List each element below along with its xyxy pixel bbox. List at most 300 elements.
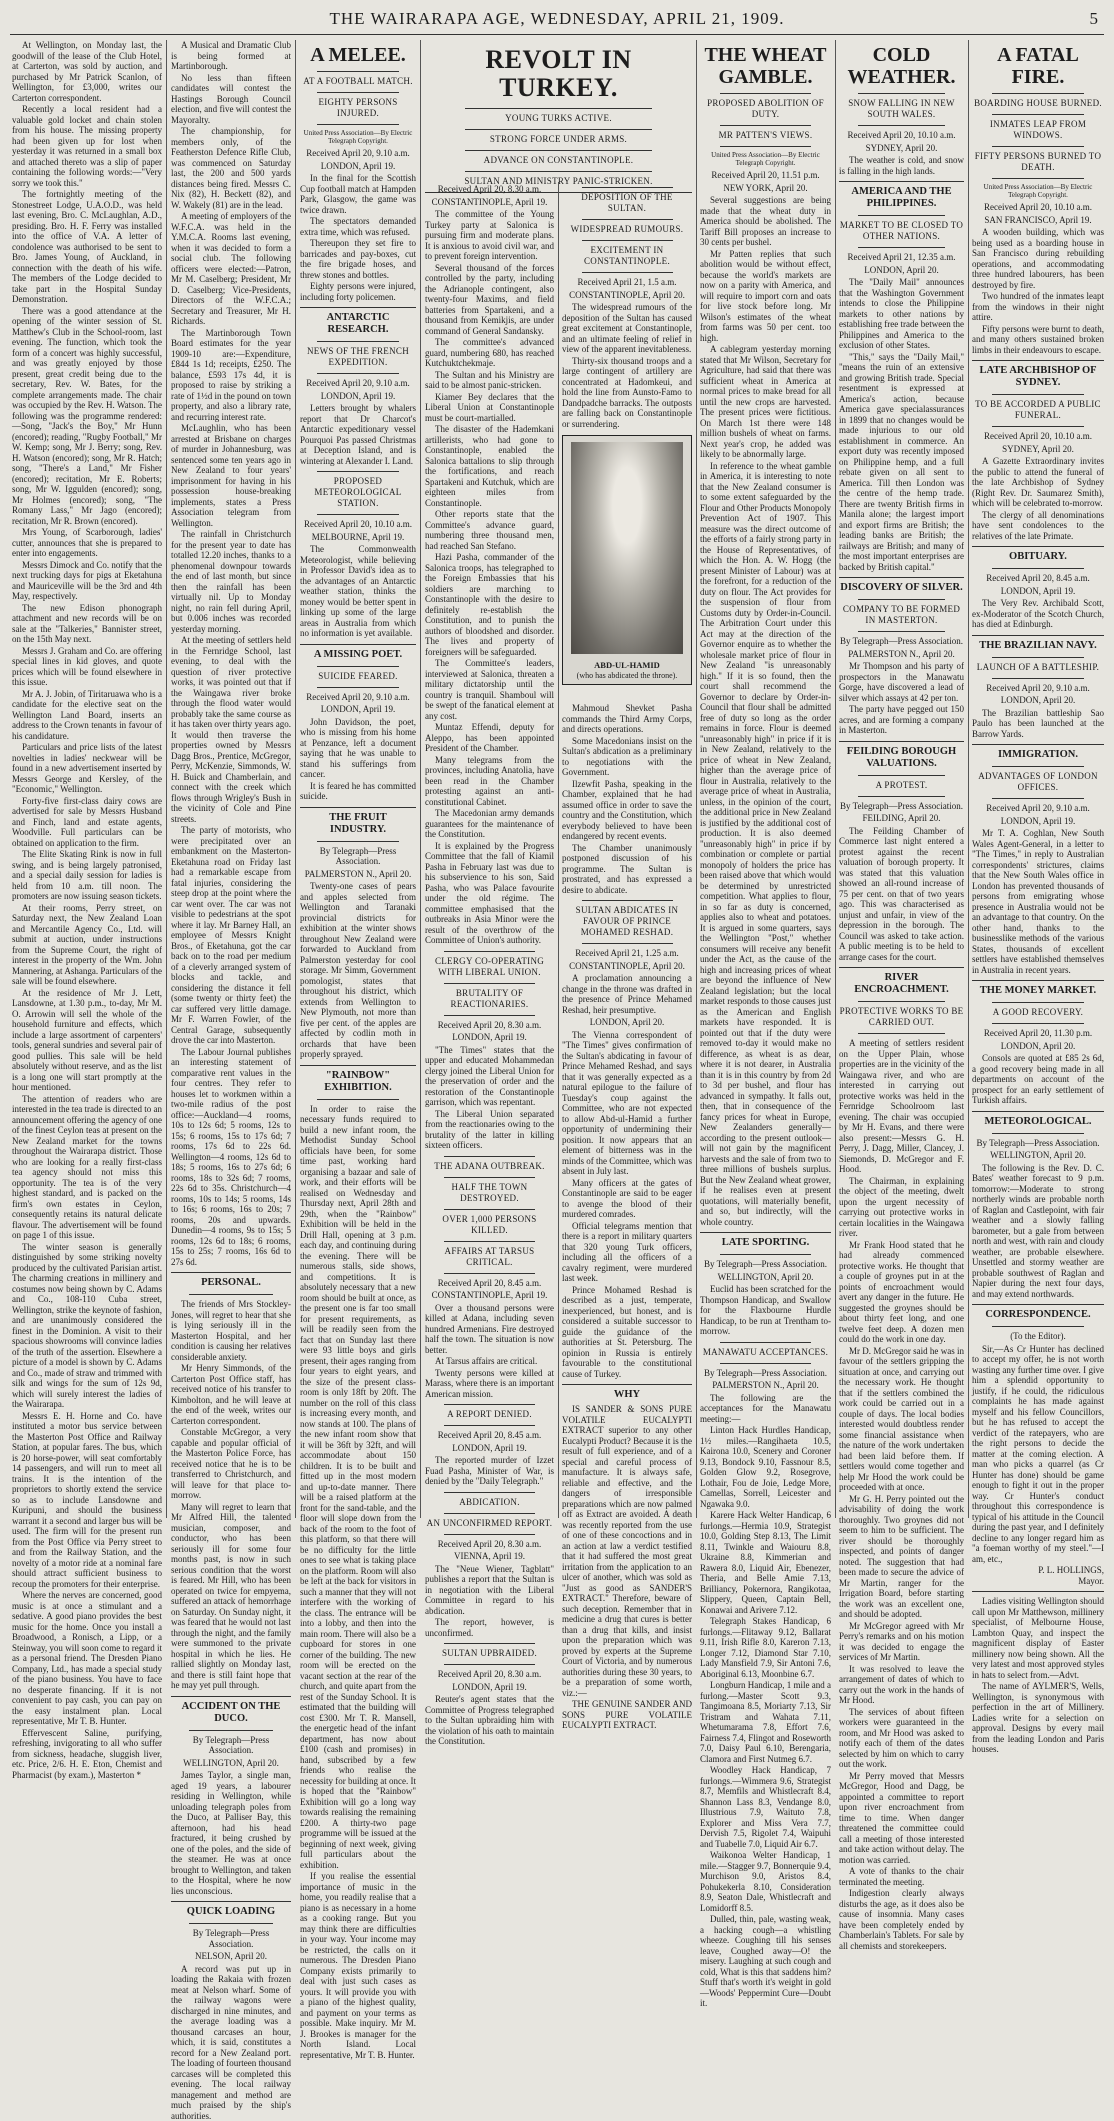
dateline: LONDON, April 20. [839,265,964,276]
paragraph: The spectators demanded extra time, which was refused. [300,216,416,237]
paragraph: The fortnightly meeting of the Stonestreet Lodge, U.A.O.D., was held last evening, Bro. C. McLaughlan, A.D., presiding. Bro. H. F. Ferry was installed into the office of V.A. A letter of condolence was authorised to be sent to Bro. James Young, of Auckland, in connection with the death of his wife. The members of the Lodge decided to take part in the Hospital Sunday Demonstration. [12,189,162,305]
paragraph: A proclamation announcing a change in the throne was drafted in the presence of Prince Mehamed Reshad, heir presumptive. [562,973,692,1015]
subhead: THE ADANA OUTBREAK. [425,1161,554,1172]
column-rule [166,40,167,1518]
column-rule [696,40,697,1518]
section-heading: THE FRUIT INDUSTRY. [300,812,416,836]
dateline: CONSTANTINOPLE, April 19. [425,1290,554,1301]
paragraph: Forty-five first-class dairy cows are advertised for sale by Messrs Husband and Finch, land and estate agents, Woodville. Full particulars can be obtained on application to the firm. [12,796,162,849]
signature: P. L. HOLLINGS, [972,1565,1104,1576]
received-line: Received April 20, 10.10 a.m. [300,519,416,530]
dateline: PALMERSTON N., April 20. [300,869,416,880]
divider [317,71,398,72]
credit-line: United Press Association—By Electric Telegraph Copyright. [972,183,1104,199]
paragraph: The Elite Skating Rink is now in full swing, and is being largely patronised, and a special daily session for ladies is held from 10 a.m. till noon. The promoters are now issuing season tickets. [12,849,162,902]
dateline: SAN FRANCISCO, April 19. [972,215,1104,226]
sultan-portrait [562,435,692,685]
received-line: Received April 20, 9.10 a.m. [300,148,416,159]
subhead: MR PATTEN'S VIEWS. [700,130,831,141]
paragraph: Ladies visiting Wellington should call upon Mr Matthewson, millinery specialist, of Melbourne House, Lambton Quay, and inspect the magnificent display of Easter millinery now being shown. All the very latest and most approved styles in hats to select from.—Advt. [972,1596,1104,1680]
paragraph: A meeting of settlers resident on the Upper Plain, whose properties are in the vicinity of the Waingawa river, and who are interested in carrying out protective works was held in the Fernridge Schoolroom last evening. The chair was occupied by Mr H. Evans, and there were also present:—Messrs G. H. Perry, J. Dagg, Miller, Clancey, J. Siemonds, D. McGregor and F. Hood. [839,1038,964,1175]
divider [839,577,964,578]
divider [444,1156,534,1157]
divider [300,1065,416,1066]
divider [444,1513,534,1514]
paragraph: Mr A. J. Jobin, of Tiritaruawa who is a candidate for the elective seat on the Wellington Land Board, inserts an address to the Crown tenants in favour of his candidature. [12,689,162,742]
subhead: OVER 1,000 PERSONS KILLED. [425,1214,554,1236]
section-heading: LATE ARCHBISHOP OF SYDNEY. [972,365,1104,389]
divider [858,247,946,248]
subhead: PROTECTIVE WORKS TO BE CARRIED OUT. [839,1006,964,1028]
paragraph: Sir,—As Cr Hunter has declined to accept my offer, he is not worth wasting any further time over. I give him a splendid opportunity to justify, if he could, the ridiculous complaints he has made against myself and his fellow Councillors, but he has refused to accept the verdict of the ratepayers, who are the right persons to decide the matter at the coming election. A man who picks a quarrel (as Cr Hunter has done) should be game enough to fight it out in the proper way. Cr Hunter's conduct throughout this correspondence is typical of his attitude in the Council during the past year, and I definitely decline to any longer regard him as "a foeman worthy of my steel."—I am, etc., [972,1344,1104,1565]
paragraph: Eighty persons were injured, including forty policemen. [300,281,416,302]
divider [858,125,946,126]
dateline: WELLINGTON, April 20. [700,1272,831,1283]
subhead: (To the Editor). [972,1331,1104,1342]
divider [839,741,964,742]
dateline: LONDON, April 19. [425,1032,554,1043]
divider [582,240,673,241]
divider [317,687,398,688]
paragraph: The rainfall in Christchurch for the present year to date has totalled 12.20 inches, thanks to a phenomenal downpour towards the end of last month, but since then the rainfall has been virtually nil. Up to Monday night, no rain fell during April, but 0.006 inches was recorded yesterday morning. [171,529,291,634]
paragraph: The Commonwealth Meteorologist, while believing in Professor David's idea as to the advantages of an Antarctic weather station, thinks the money would be better spent in linking up some of the large areas in Australia from which no information is yet available. [300,544,416,639]
paragraph: The Martinborough Town Board estimates for the year 1909-10 are:—Expenditure, £844 1s 1d; receipts, £250. The balance, £593 17s 4d, it is proposed to raise by striking a rate of 1½d in the pound on town property, and also a library rate, and recurring interest rate. [171,328,291,423]
divider [444,1015,534,1016]
subhead: A GOOD RECOVERY. [972,1007,1104,1018]
paragraph: A vote of thanks to the chair terminated the meeting. [839,1866,964,1887]
paragraph: The winter season is generally distinguished by some striking novelty produced by the cultivated Parisian artist. The charming creations in millinery and costumes now being shown by C. Adams and Co., 108-110 Cuba street, Wellington, strike the keynote of fashion, and are unanimously considered the finest in the Dominion. A visit to their spacious showrooms will convince ladies of the truth of the assertion. Elsewhere a picture of a model is shown by C. Adams and Co., made of straw and trimmed with silk and wings for the sum of 12s 9d, which will surely interest the ladies of the Wairarapa. [12,1242,162,1410]
column-wheat [700,40,831,1518]
paragraph: Woodley Hack Handicap, 7 furlongs.—Wimmera 9.6, Strategist 8.7, Memfils and Whistlecraft 8.4, Shannon Lass 8.3, Vendange 8.0, Illustrious 7.9, Waituto 7.8, Explorer and Miss Vera 7.7, Dervish 7.5, Rigolet 7.4, Waipuhi and Tuabelle 7.0, Liquid Air 6.7. [700,1765,831,1849]
paragraph: In reference to the wheat gamble in America, it is interesting to note that the New Zealand consumer is to some extent safeguarded by the Flour and Other Products Monopoly Prevention Act of 1907. This measure was the direct outcome of the efforts of a fairly strong party in the House of Representatives, of which the Hon. A. W. Hogg (the present Minister of Labour) was at the forefront, for a reduction of the duty on flour. The Act provides for the suspension of flour from Customs duty by Order-in-Council. The Arbitration Court under this Act may at the direction of the Governor enquire as to whether the wholesale market price of flour in New Zealand "is unreasonably high." If it is so found, then the court shall recommend the Governor to declare by Order-in-Council that flour shall be admitted free of duty so long as the order remains in force. Flour is deemed "unreasonably high" in price if it is in New Zealand, relatively to the price of wheat in New Zealand, higher than the average price of flour in Australia, relatively to the average price of wheat in Australia, unless, in the opinion of the court, the additional price in New Zealand is justified by the additional cost of production. It is also deemed "unreasonably high" in price if by combination or complete or partial monopoly of holders the price has been raised above that which would be determined by unrestricted competition. What applies to flour, in so far as duty is concerned, applies also to wheat and potatoes. It is argued in some quarters, says the Wellington "Post," whether consumers will receive any benefit under the Act, as the cause of the high and increasing prices of wheat are beyond the influence of New Zealand legislation; but the local market responds to those causes just as the American and English markets have responded. It is pointed out that if the duty were removed to-day it would make no difference, as wheat is as dear, where it is not dearer, in Australia than it is in this country by from 2d to 3d per bushel, and flour has advanced in sympathy. It falls out, then, that in consequence of the fancy prices for wheat in Europe, New Zealanders generally—according to the present outlook—will not gain by the magnificent harvests and the sale of from two to three millions of bushels surplus. But the New Zealand wheat grower, if he realises even at present quotations, will materially benefit, and so, but indirectly, will the whole country. [700,461,831,1228]
paragraph: The Vienna correspondent of "The Times" gives confirmation of the Sultan's abdicating in favour of Prince Mehamed Reshad, and says that it was generally expected as a natural epilogue to the failure of Tuesday's coup against the Committee, who are not expected to allow Abd-ul-Hamid a further opportunity of undermining their position. It now appears that an element of bitterness was in the minds of the Committee, which was absent in July last. [562,1030,692,1177]
divider [858,599,946,600]
divider [992,114,1084,115]
column-cables [300,40,416,1518]
paragraph: The following is the Rev. D. C. Bates' weather forecast to 9 p.m. tomorrow:—Moderate to strong northerly winds are probable north of Raglan and Castlepoint, with fair weather and a slowly falling barometer, but a gale from between north and west, with rain and cloudy weather, are probable elsewhere. Unsettled and stormy weather are probable southwest of Raglan and Napier during the next four days, and may extend northwards. [972,1163,1104,1300]
paragraph: Many telegrams from the provinces, including Anatolia, have been read in the Chamber protesting against an anti-constitutional Cabinet. [425,755,554,808]
paragraph: The friends of Mrs Stockley-Jones, will regret to hear that she is lying seriously ill in the Masterton Hospital, and her condition is causing her relatives considerable anxiety. [171,1299,291,1362]
paragraph: The widespread rumours of the deposition of the Sultan has caused great excitement at Constantinople, and an ultimate feeling of relief in view of the apparent inevitableness. [562,302,692,355]
section-heading: IMMIGRATION. [972,749,1104,761]
section-headline: COLD WEATHER. [839,44,964,88]
paragraph: Waikonoa Welter Handicap, 1 mile.—Stagger 9.7, Bonnerquie 9.4, Murchison 9.0, Aristos 8.4, Pohukekerla 8.10, Consideration 8.9, Seaton Dale, Whistlecraft and Lomidorff 8.5. [700,1850,831,1913]
subhead: HALF THE TOWN DESTROYED. [425,1182,554,1204]
subhead: NEWS OF THE FRENCH EXPEDITION. [300,346,416,368]
paragraph: Mr G. H. Perry pointed out the advisability of doing the work thoroughly. Two groynes did not seem to him to be sufficient. The river should be thoroughly inspected, and points of danger noted. The suggestion that had been made to secure the advice of Mr Martin, ranger for the Irrigation Board, before starting the work was an excellent one, and should be adopted. [839,1494,964,1620]
paragraph: Fifty persons were burnt to death, and many others sustained broken limbs in their endeavours to escape. [972,324,1104,356]
paragraph: Kiamer Bey declares that the Liberal Union at Constantinople must be court-martialled. [425,392,554,424]
section-heading: OBITUARY. [972,551,1104,563]
paragraph: Several thousand of the forces controlled by the party, including the Adrianople contingent, also twenty-four Maxims, and field batteries from Spartakeni, and a thousand from Kemikjis, are under command of General Sandansky. [425,263,554,337]
paragraph: Other reports state that the Committee's advance guard, numbering three thousand men, had reached San Stefano. [425,509,554,551]
divider [317,514,398,515]
dateline: CONSTANTINOPLE, April 20. [562,290,692,301]
received-line: Received April 20, 9.10 a.m. [300,378,416,389]
turkey-headline: REVOLT IN TURKEY. [425,46,692,102]
turkey-subhead: ADVANCE ON CONSTANTINOPLE. [425,155,692,166]
received-line: Received April 20, 10.10 a.m. [839,130,964,141]
dateline: LONDON, April 20. [972,695,1104,706]
divider [839,967,964,968]
dateline: LONDON, April 20. [562,1017,692,1028]
divider [444,1534,534,1535]
subhead: BOARDING HOUSE BURNED. [972,98,1104,109]
divider [444,1241,534,1242]
divider [189,1923,273,1924]
divider [992,1023,1084,1024]
paragraph: At Tarsus affairs are critical. [425,1356,554,1367]
paragraph: The new Edison phonograph attachment and new records will be on sale at the "Talkeries," Bannister street, on the 15th May next. [12,603,162,645]
column-rule [835,40,836,1518]
divider [465,129,652,130]
paragraph: Hazi Pasha, commander of the Salonica troops, has telegraphed to the Foreign Embassies that his soldiers are marching to Constantinople with the desire to definitely re-establish the Constitution, and to punish the authors of bloodshed and disorder. The lives and property of foreigners will be safeguarded. [425,552,554,657]
subhead: TO BE ACCORDED A PUBLIC FUNERAL. [972,399,1104,421]
paragraph: Mr Thompson and his party of prospectors in the Manawatu Gorge, have discovered a lead of silver which assays at 42 per ton. [839,661,964,703]
paragraph: The services of about fifteen workers were guaranteed in the room, and Mr Hood was asked to notify each of them of the dates selected by him on which to carry out the work. [839,1707,964,1770]
section-headline: THE WHEAT GAMBLE. [700,44,831,88]
signature-title: Mayor. [972,1576,1104,1587]
section-heading: LATE SPORTING. [700,1237,831,1249]
paragraph: The Liberal Union separated from the reactionaries owing to the brutality of the latter in killing sixteen officers. [425,1109,554,1151]
divider [858,1001,946,1002]
paragraph: Many will regret to learn that Mr Alfred Hill, the talented musician, composer, and conductor, who has been seriously ill for some four months past, is now in such serious condition that the worst is feared. Mr Hill, who has been operated on twice for empyema, suffered an attack of hemorrhage on Saturday. On Sunday night, it was feared that he would not last through the night, and the family were summoned to the private hospital in which he lies. He rallied slightly on Monday last, and there is still faint hope that he may yet pull through. [171,1502,291,1691]
section-heading: A MISSING POET. [300,649,416,661]
paragraph: Mr Henry Simmonds, of the Carterton Post Office staff, has received notice of his transfer to Kimbolton, and he will leave at the end of the week, writes our Carterton correspondent. [171,1363,291,1426]
dateline: LONDON, April 19. [300,391,416,402]
credit-line: United Press Association—By Electric Telegraph Copyright. [700,151,831,167]
paragraph: A meeting of employers of the W.F.C.A. was held in the Y.M.C.A. Rooms last evening, when it was decided to form a social club. The following officers were elected:—Patron, Mr M. Caselberg; President, Mr D. Caselberg; Vice-Presidents, Directors of the W.F.C.A.; Secretary and Treasurer, Mr H. Richards. [171,211,291,327]
subhead: SULTAN ABDICATES IN FAVOUR OF PRINCE MOHAMED RESHAD. [562,905,692,938]
credit-line: By Telegraph—Press Association. [171,1735,291,1756]
section-heading: FEILDING BOROUGH VALUATIONS. [839,746,964,770]
dateline: LONDON, April 19. [972,816,1104,827]
paragraph: The reported murder of Izzet Fuad Pasha, Minister of War, is denied by the "Daily Telegraph." [425,1455,554,1487]
paragraph: Some Macedonians insist on the Sultan's abdication as a preliminary to negotiations with the Government. [562,736,692,778]
paragraph: Twenty-one cases of pears and apples selected from Wellington and Taranaki provincial districts for exhibition at the winter shows throughout New Zealand were forwarded to Auckland from Palmerston yesterday for cool storage. Mr Simm, Government pomologist, states that throughout his district, which extends from Wellington to New Plymouth, not more than five per cent. of the apples are affected by codlin moth in orchards that have been properly sprayed. [300,881,416,1060]
turkey-subhead: STRONG FORCE UNDER ARMS. [425,134,692,145]
paragraph: Euclid has been scratched for the Thompson Handicap, and Swallow for the Flaxbourne Hurdle Handicap, to be run at Trentham to-morrow. [700,1284,831,1337]
dateline: LONDON, April 19. [300,704,416,715]
divider [465,171,652,172]
credit-line: By Telegraph—Press Association. [300,846,416,867]
divider [720,93,812,94]
subhead: SUICIDE FEARED. [300,671,416,682]
credit-line: By Telegraph—Press Association. [839,801,964,812]
paragraph: Thirty-six thousand troops and a large contingent of artillery are concentrated at Hadomkeui, and hold the line from Aunsto-Famo to Dandpadche barracks. The outposts are falling back on Constantinople or surrendering. [562,356,692,430]
dateline: CONSTANTINOPLE, April 19. [425,197,554,208]
received-line: Received April 20, 10.10 a.m. [972,431,1104,442]
section-heading: "RAINBOW" EXHIBITION. [300,1070,416,1094]
paragraph: Effervescent Saline, purifying, refreshing, invigorating to all who suffer from sickness, headache, sluggish liver, etc. Price, 2/6. H. E. Eton, Chemist and Pharmacist (by exam.), Masterton * [12,1728,162,1781]
paragraph: At Wellington, on Monday last, the goodwill of the lease of the Club Hotel, at Carterton, was sold by auction, and purchased by Mr Patrick Scanlon, of Wellington, for £3,000, writes our Carterton correspondent. [12,40,162,103]
paragraph: Several suggestions are being made that the wheat duty in America should be abolished. The Tariff Bill proposes an increase to 30 cents per bushel. [700,195,831,248]
section-heading: THE MONEY MARKET. [972,985,1104,997]
paragraph: The Committee's leaders, interviewed at Salonica, threaten a military dictatorship until the country is tranquil. Shamboul will be swept of the fanatical element at any cost. [425,658,554,721]
subhead: MANAWATU ACCEPTANCES. [700,1347,831,1358]
paragraph: The "Neue Wiener, Tagblatt" publishes a report that the Sultan is in negotiation with the Liberal Committee in regard to his abdication. [425,1564,554,1617]
dateline: VIENNA, April 19. [425,1551,554,1562]
divider [992,146,1084,147]
column-turkey-left [425,182,554,1518]
paragraph: Twenty persons were killed at Marass, where there is an important American mission. [425,1368,554,1400]
divider [839,181,964,182]
paragraph: It is feared he has committed suicide. [300,781,416,802]
divider [444,1404,534,1405]
paragraph: Mr Perry moved that Messrs McGregor, Hood and Dagg, be appointed a committee to report upon river encroachment from time to time. When danger threatened the committee could call a meeting of those interested and take action without delay. The motion was carried. [839,1771,964,1866]
paragraph: A cablegram yesterday morning stated that Mr Wilson, Secretary for Agriculture, had said that there was sufficient wheat in America at normal prices to make bread for all until the new crops are harvested. The present prices were fictitious. On March 1st there were 148 million bushels of wheat on farms. Next year's crop, he added was likely to be abnormally large. [700,344,831,460]
received-line: Received April 20, 10.10 a.m. [972,202,1104,213]
turkey-subhead: SULTAN AND MINISTRY PANIC-STRICKEN. [425,176,692,187]
received-line: Received April 20, 9.10 a.m. [972,683,1104,694]
paragraph: Longburn Handicap, 1 mile and a furlong.—Master Scott 9.3, Tangimoana 8.5, Moriarty 7.13, Sir Tristram and Wahata 7.11, Whetumarama 7.8, Effort 7.6, Fairness 7.4, Flingot and Roseworth 7.0, Daisy Paul 6.10, Berengaria, Clamora and First Nutmeg 6.7. [700,1680,831,1764]
paragraph: Linton Hack Hurdles Handicap, 1½ miles.—Rangihaeta 10.5, Kairona 10.0, Scenery and Coroner 9.13, Bondock 9.10, Fassnour 8.5, Golden Glow 9.2, Rosegrove, Lothair, Fou de Joie, Ledge More, Camellas, Sorrell, Leicester and Ngawaka 9.0. [700,1425,831,1509]
paragraph: Prince Mohamed Reshad is described as a just, temperate, inexperienced, but honest, and is considered a suitable successor to guide the guidance of the authorities at St. Petersburg. The opinion in Russia is entirely favourable to the constitutional cause of Turkey. [562,1285,692,1380]
divider [171,1901,291,1902]
paragraph: James Taylor, a single man, aged 19 years, a labourer residing in Wellington, while unloading telegraph poles from the Duco, at Palliser Bay, this afternoon, had his head fractured, it being crushed by one of the poles, and the side of the steamer. He was at once brought to Wellington, and taken to the Hospital, where he now lies unconscious. [171,1770,291,1896]
paragraph: Many officers at the gates of Constantinople are said to be eager to avenge the blood of their murdered comrades. [562,1178,692,1220]
column-cold [839,40,964,1518]
paragraph: The committee's advanced guard, numbering 680, has reached Kutchuktchekmaje. [425,337,554,369]
divider [444,1492,534,1493]
divider [992,798,1084,799]
column-rule [558,182,559,1518]
divider [444,1664,534,1665]
paragraph: Letters brought by whalers report that Dr Charcot's Antarctic expeditionary vessel Pourquoi Pas passed Christmas at Deception Island, and is wintering at Alexander I. Land. [300,403,416,466]
paragraph: Where the nerves are concerned, good music is at once a stimulant and a sedative. A good piano provides the best music for the home. Once you install a Broadwood, a Ronisch, a Lipp, or a Steinway, you will soon come to regard it as a personal friend. The Dresden Piano Company, Ltd., has made a special study of the piano business. You have to face no desperate financing. If it is not convenient to pay cash, you can pay on the easy instalment plan. Local representative, Mr T. B. Hunter. [12,1590,162,1727]
divider [720,1363,812,1364]
divider [972,635,1104,636]
section-heading: METEOROLOGICAL. [972,1116,1104,1128]
divider [992,766,1084,767]
section-heading: ACCIDENT ON THE DUCO. [171,1701,291,1725]
subhead: SNOW FALLING IN NEW SOUTH WALES. [839,98,964,120]
section-heading: CORRESPONDENCE. [972,1309,1104,1321]
divider [992,678,1084,679]
paragraph: A Musical and Dramatic Club is being formed at Martinborough. [171,40,291,72]
dateline: LONDON, April 20. [972,1041,1104,1052]
divider [858,631,946,632]
paragraph: Mr T. A. Coghlan, New South Wales Agent-General, in a letter to "The Times," in reply to Australian correspondents' strictures, claims that the New South Wales office in London has prevented thousands of persons from emigrating whose presence in Australia would not be an advantage to that country. On the other hand, thanks to the businesslike methods of the various States, thousands of excellent settlers have established themselves in Australia in recent years. [972,828,1104,975]
section-headline: A MELEE. [300,44,416,66]
received-line: Received April 20, 8.45 a.m. [972,573,1104,584]
divider [300,807,416,808]
subhead: EXCITEMENT IN CONSTANTINOPLE. [562,245,692,267]
paragraph: The weather is cold, and snow is falling in the high lands. [839,155,964,176]
paragraph: The name of AYLMER'S, Wells, Wellington, is synonymous with perfection in the art of Millinery. Ladies write for a selection on approval. Designs by every mail from the leading London and Paris houses. [972,1681,1104,1755]
column-rule [295,40,296,1518]
paragraph: A record was put up in loading the Rakaia with frozen meat at Nelson wharf. Some of the railway wagons were discharged in nine minutes, and the average loading was a thousand carcases an hour, which, it is said, constitutes a record for a New Zealand port. The loading of fourteen thousand carcases will be completed this evening. The local railway management and method are much praised by the ship's authorities. [171,1964,291,2121]
paragraph: Telegraph Stakes Handicap, 6 furlongs.—Flitaway 9.12, Ballarat 9.11, Irish Rifle 8.0, Kareron 7.13, Longer 7.12, Diamond Star 7.10, Lady Mansfield 7.9, Sir Antoni 7.6, Aboriginal 6.13, Moonbine 6.7. [700,1616,831,1679]
subhead: LAUNCH OF A BATTLESHIP. [972,662,1104,673]
paragraph: The clergy of all denominations have sent condolences to the relatives of the late Primate. [972,510,1104,542]
divider [300,307,416,308]
dateline: NELSON, April 20. [171,1951,291,1962]
paragraph: Messrs Dimock and Co. notify that the next trucking days for pigs at Eketahuna and Mauriceville will be the 3rd and 4th May, respectively. [12,560,162,602]
received-line: Received April 20, 8.30 a.m. [425,1669,554,1680]
paragraph: Over a thousand persons were killed at Adana, including seven hundred Armenians. Fire destroyed half the town. The situation is now better. [425,1303,554,1356]
section-heading: AMERICA AND THE PHILIPPINES. [839,186,964,210]
column-fire [972,40,1104,1518]
masthead-rule [10,34,1104,35]
divider [972,546,1104,547]
divider [720,1254,812,1255]
portrait-caption: ABD-UL-HAMID [563,660,691,671]
paragraph: Mahmoud Shevket Pasha commands the Third Army Corps, and directs operations. [562,703,692,735]
credit-line: By Telegraph—Press Association. [839,636,964,647]
paragraph: A wooden building, which was being used as a boarding house in San Francisco during rebuilding operations, and accommodating three hundred labourers, has been destroyed by fire. [972,227,1104,290]
dateline: NEW YORK, April 20. [700,183,831,194]
paragraph: Constable McGregor, a very capable and popular official of the Masterton Police Force, has received notice that he is to be transferred to Christchurch, and will leave for that place to-morrow. [171,1427,291,1501]
divider [858,215,946,216]
paragraph: The championship, for members only, of the Featherston Defence Rifle Club, was commenced on Saturday last, the 200 and 500 yards distances being fired. Messrs C. Nix (82), H. Beckett (82), and W. Wakely (81) are in the lead. [171,126,291,210]
column-local-news-2 [171,40,291,1518]
paragraph: Mr McGregor agreed with Mr Perry's remarks and on his motion it was decided to engage the services of Mr Martin. [839,1621,964,1663]
paragraph: Consols are quoted at £85 2s 6d, a good recovery being made in all departments on account of the prospect for an early settlement of Turkish affairs. [972,1053,1104,1106]
received-line: Received April 20, 9.10 a.m. [300,692,416,703]
divider [189,1294,273,1295]
column-turkey-right [562,182,692,1518]
divider [972,980,1104,981]
subhead: BRUTALITY OF REACTIONARIES. [425,988,554,1010]
credit-line: By Telegraph—Press Association. [700,1368,831,1379]
divider [465,108,652,109]
divider [317,373,398,374]
divider [444,1643,534,1644]
subhead: WIDESPREAD RUMOURS. [562,224,692,235]
paragraph: Ilzewfit Pasha, speaking in the Chamber, explained that he had assumed office in order to save the country and the Constitution, which everybody believed to have been endangered by recent events. [562,779,692,842]
paragraph: Dulled, thin, pale, wasting weak, a hacking cough—a whistling wheeze. Coughing till his senses leave, Coughed away—O! the misery. Laughing at such cough and cold, What is this that saddens him? Stuff that's worth it's weight in gold—Woods' Peppermint Cure—Doubt it. [700,1914,831,2009]
paragraph: "The Times" states that the upper and educated Mohammedan clergy joined the Liberal Union for the preservation of order and the restoration of the Constantinople garrison, which was repentant. [425,1045,554,1108]
paragraph: The Macedonian army demands guarantees for the maintenance of the Constitution. [425,808,554,840]
divider [444,1209,534,1210]
credit-line: By Telegraph—Press Association. [171,1928,291,1949]
paragraph: At their rooms, Perry street, on Saturday next, the New Zealand Loan and Mercantile Agency Co., Ltd. will submit at auction, under instructions from the Supreme Court, the right of interest in the property of the Wm. John Mannering, at Ashanga. Particulars of the sale will be found elsewhere. [12,903,162,987]
divider [562,1384,692,1385]
divider [720,125,812,126]
divider [465,150,652,151]
divider [317,341,398,342]
paragraph: The disaster of the Hademkani artillerists, who had gone to Constantinople, enabled the Salonica battalions to slip through the fortifications, and reach Spartakeni and Kutchuk, which are eighteen miles from Constantinople. [425,424,554,508]
dateline: SYDNEY, April 20. [839,143,964,154]
divider [317,92,398,93]
paragraph: The Sultan and his Ministry are said to be almost panic-stricken. [425,370,554,391]
paragraph: Messrs J. Graham and Co. are offering special lines in kid gloves, and quote prices which will be found elsewhere in this issue. [12,646,162,688]
paragraph: The Brazilian battleship Sao Paulo has been launched at the Barrow Yards. [972,708,1104,740]
divider [972,744,1104,745]
divider [582,187,673,188]
divider [720,146,812,147]
dateline: LONDON, April 19. [972,586,1104,597]
dateline: LONDON, April 19. [425,1682,554,1693]
dateline: CONSTANTINOPLE, April 20. [562,961,692,972]
column-rule [420,40,421,1518]
divider [317,1099,398,1100]
received-line: Received April 20, 8.45 a.m. [425,1278,554,1289]
divider [582,272,673,273]
paragraph: At the residence of Mr J. Lett, Lansdowne, at 1.30 p.m., to-day, Mr M. O. Arrowin will sell the whole of the household furniture and effects, which include a large assortment of carpenters' tools, general sundries and several pair of good pullies. This sale will be held absolutely without reserve, and as the list is a long one will start promptly at the hour mentioned. [12,988,162,1093]
divider [171,1272,291,1273]
credit-line: By Telegraph—Press Association. [700,1259,831,1270]
paragraph: No less than fifteen candidates will contest the Hastings Borough Council election, and five will contest the Mayoralty. [171,73,291,126]
divider [992,568,1084,569]
portrait-caption-sub: (who has abdicated the throne). [563,671,691,682]
received-line: Received April 20, 8.30 a.m. [425,1539,554,1550]
paragraph: The Feilding Chamber of Commerce last night entered a protest against the recent valuation of borough property. It was stated that this valuation showed an all-round increase of 75 per cent. on that of two years ago. This was characterised as unjust and unfair, in view of the depression in the borough. The Council was asked to take action. A public meeting is to be held to arrange cases for the court. [839,826,964,963]
credit-line: By Telegraph—Press Association. [972,1138,1104,1149]
subhead: MARKET TO BE CLOSED TO OTHER NATIONS. [839,220,964,242]
dateline: LONDON, April 19. [425,1443,554,1454]
subhead: CLERGY CO-OPERATING WITH LIBERAL UNION. [425,956,554,978]
received-line: Received April 21, 1.5 a.m. [562,277,692,288]
subhead: EIGHTY PERSONS INJURED. [300,97,416,119]
paragraph: Mrs Young, of Scarborough, ladies' cutter, announces that she is prepared to enter into engagements. [12,527,162,559]
divider [972,360,1104,361]
paragraph: Karere Hack Welter Handicap, 6 furlongs.—Hermia 10.9, Strategist 10.0, Golding Step 8.13, The Limit 8.11, Twinkle and Waiouru 8.8, Ukraine 8.8, Kimmerian and Rawera 8.0, Liquid Air, Ebenezer, Theria, and Belle Amie 7.13, Brilliancy, Pokernora, Rangikotaa, Slippery, Queen, Captain Bell, Konawai and Arivere 7.12. [700,1510,831,1615]
subhead: PROPOSED METEOROLOGICAL STATION. [300,476,416,509]
subhead: AT A FOOTBALL MATCH. [300,76,416,87]
dateline: WELLINGTON, April 20. [171,1758,291,1769]
dateline: PALMERSTON N., April 20. [839,649,964,660]
section-headline: A FATAL FIRE. [972,44,1104,88]
paragraph: At the meeting of settlers held in the Fernridge School, last evening, to deal with the question of river protective works, it was pointed out that if the Waingawa river broke through the flood water would probably take the same course as it has taken over thirty years ago. It would then traverse the properties owned by Messrs Dagg Bros., Prentice, McGregor, Perry, McKenzie, Simmonds, W. H. Buick and Chamberlain, and connect with the creek which flows through Wrigley's Bush in the vicinity of Cole and Pine streets. [171,635,291,824]
received-line: Received April 20, 8.45 a.m. [425,1430,554,1441]
paragraph: John Davidson, the poet, who is missing from his home at Penzance, left a document saying that he was unable to stand his sufferings from cancer. [300,717,416,780]
subhead: INMATES LEAP FROM WINDOWS. [972,119,1104,141]
paragraph: Particulars and price lists of the latest novelties in ladies' neckwear will be found in a new advertisement inserted by Messrs George and Kersley, of the "Economic," Wellington. [12,742,162,795]
divider [444,1425,534,1426]
paragraph: Mr D. McGregor said he was in favour of the settlers gripping the situation at once, and carrying out the necessary work. He thought that if the settlers combined the work could be carried out in a couple of days. The local bodies interested would doubtless render some financial assistance when the nature of the work undertaken had been laid before them. If settlers would come together and help Mr Hood the work could be proceeded with at once. [839,1346,964,1493]
received-line: Received April 21, 1.25 a.m. [562,948,692,959]
paragraph: The Chamber unanimously postponed discussion of his programme. The Sultan is prostrated, and has expressed a desire to abdicate. [562,843,692,896]
divider [858,1033,946,1034]
divider [300,644,416,645]
paragraph: The following are the acceptances for the Manawatu meeting:— [700,1393,831,1425]
received-line: Received April 20, 8.30 a.m. [425,184,554,195]
section-heading: THE BRAZILIAN NAVY. [972,640,1104,652]
paragraph: A Gazette Extraordinary invites the public to attend the funeral of the late Archbishop of Sydney (Right Rev. Dr. Saumarez Smith), which will be celebrated to-morrow. [972,456,1104,509]
paragraph: In the final for the Scottish Cup football match at Hampden Park, Glasgow, the game was twice drawn. [300,173,416,215]
paragraph: Reuter's agent states that the Committee of Progress telegraphed to the Sultan upbraiding him with the violation of his oath to maintain the Constitution. [425,1694,554,1747]
subhead: A PROTEST. [839,780,964,791]
masthead [0,0,1114,36]
divider [992,426,1084,427]
page-number: 5 [1090,9,1099,29]
paragraph: Muntaz Effendi, deputy for Aleppo, has been appointed President of the Chamber. [425,722,554,754]
dateline: SYDNEY, April 20. [972,444,1104,455]
divider [171,1696,291,1697]
paragraph: The Very Rev. Archibald Scott, ex-Moderator of the Scotch Church, has died at Edinburgh. [972,598,1104,630]
paragraph: THE GENUINE SANDER AND SONS PURE VOLATILE EUCALYPTI EXTRACT. [562,1699,692,1731]
portrait-image [571,442,683,654]
paragraph: Two hundred of the inmates leapt from the windows in their night attire. [972,291,1104,323]
paragraph: The "Daily Mail" announces that the Washington Government intends to close the Philippine markets to other nations by establishing free trade between the Philippines and America to the exclusion of other States. [839,277,964,351]
dateline: FEILDING, April 20. [839,813,964,824]
divider [189,1730,273,1731]
divider [992,394,1084,395]
dateline: MELBOURNE, April 19. [300,532,416,543]
divider [317,666,398,667]
paragraph: The committee of the Young Turkey party at Salonica is pursuing firm and moderate plans. It is anxious to avoid civil war, and to prevent foreign intervention. [425,209,554,262]
received-line: Received April 20, 11.30 p.m. [972,1028,1104,1039]
subhead: SULTAN UPBRAIDED. [425,1648,554,1659]
divider [858,93,946,94]
column-local-news [12,40,162,1518]
divider [317,841,398,842]
divider [972,1111,1104,1112]
divider [992,93,1084,94]
received-line: Received April 20, 9.10 a.m. [972,803,1104,814]
